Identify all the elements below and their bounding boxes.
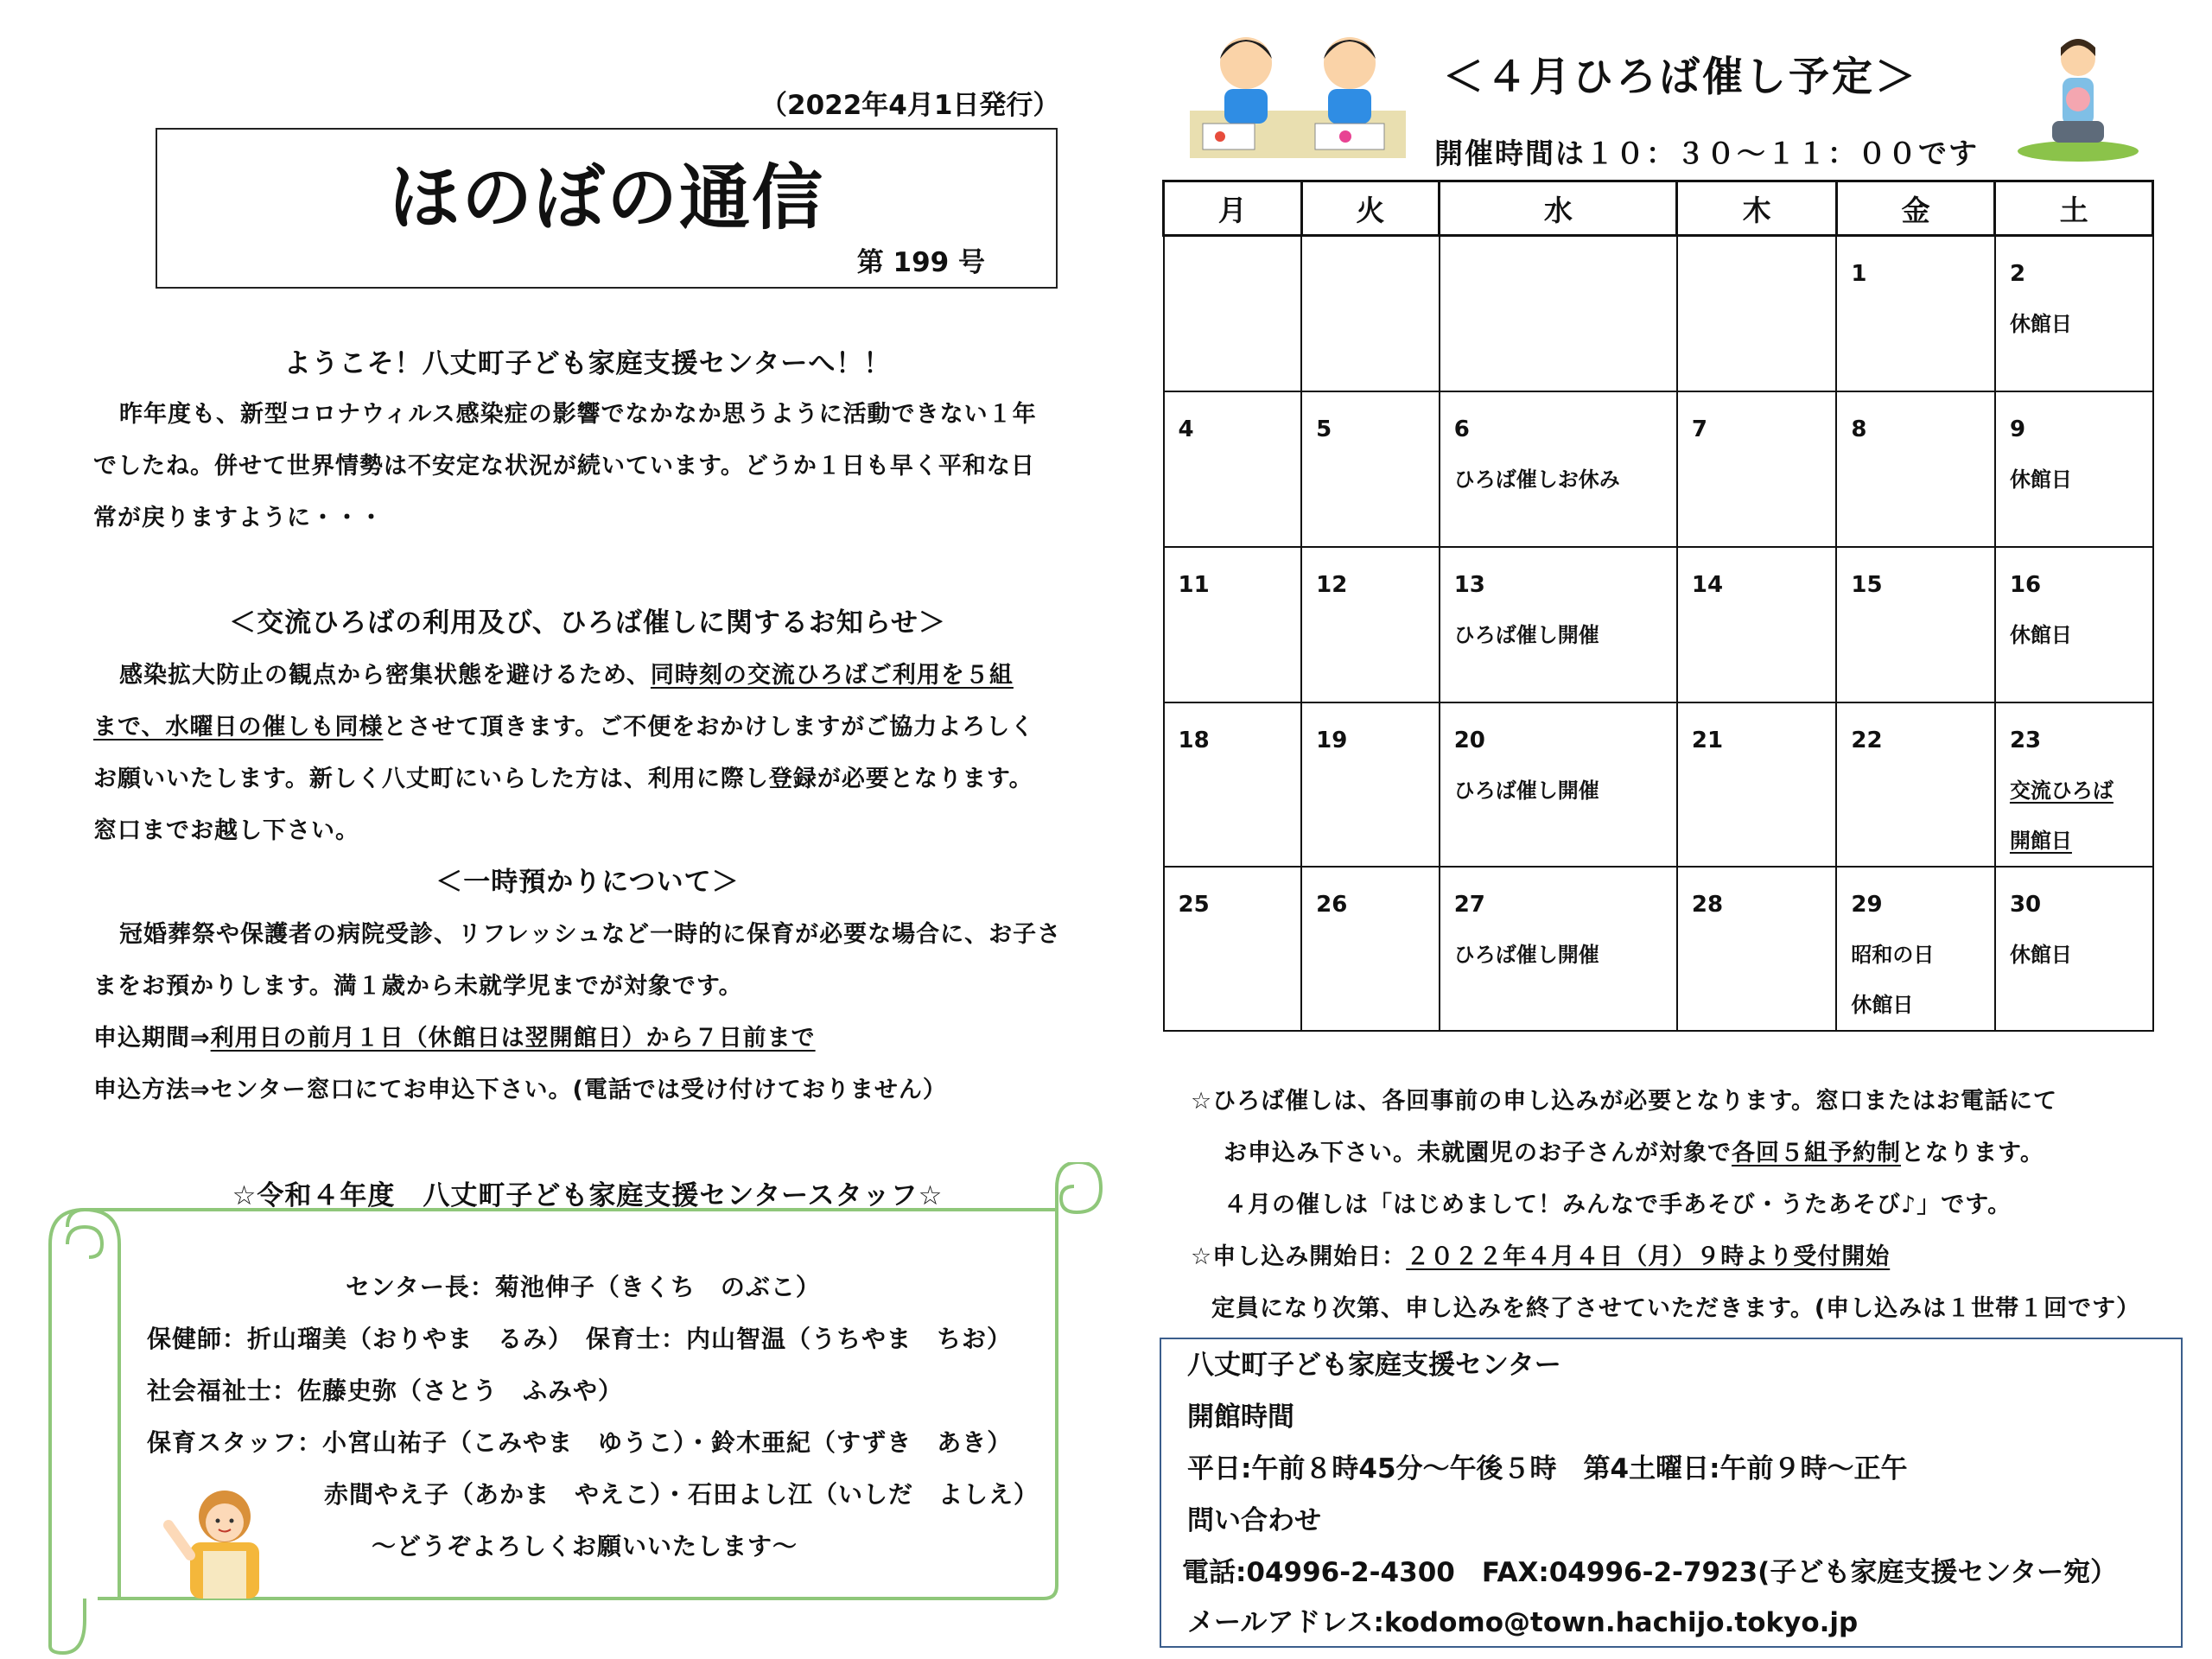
calendar-week-row: [1164, 391, 2153, 547]
day-number: 23: [2009, 728, 2042, 753]
day-number: 12: [1316, 572, 1348, 598]
childcare-text: [93, 909, 1130, 1116]
day-number: 14: [1691, 572, 1724, 598]
event-note-highlight: 各回５組予約制: [1732, 1140, 1901, 1166]
day-number: 4: [1178, 416, 1194, 442]
staff-director: センター長：菊池伸子（きくち のぶこ）: [346, 1273, 821, 1301]
phone-fax: 電話:04996-2-4300 FAX:04996-2-7923(子ども家庭支援センター宛）: [1182, 1557, 2118, 1588]
period-label: 申込期間⇒: [93, 1025, 211, 1052]
calendar-day-cell: [1301, 391, 1440, 547]
day-number: 1: [1851, 261, 1867, 287]
day-event-note: ひろば催し開催: [1453, 779, 1599, 803]
notice-heading: ＜交流ひろばの利用及び、ひろば催しに関するお知らせ＞: [229, 607, 946, 639]
children-drawing-icon: [1185, 24, 1410, 162]
staff-care-2: 赤間やえ子（あかま やえこ）・石田よし江（いしだ よしえ）: [324, 1480, 1039, 1509]
title-box: [156, 128, 1058, 289]
calendar-day-cell: [1995, 702, 2153, 867]
calendar-day-cell: [1677, 391, 1837, 547]
notice-highlight: 同時刻の交流ひろばご利用を５組: [650, 662, 1014, 689]
issue-number: 第 199 号: [856, 247, 985, 278]
notice-line: お願いいたします。新しく八丈町にいらした方は、利用に際し登録が必要となります。: [93, 766, 1033, 792]
childcare-line: 冠婚葬祭や保護者の病院受診、リフレッシュなど一時的に保育が必要な場合に、お子さ: [119, 921, 1062, 948]
calendar-day-cell: [1677, 236, 1837, 392]
event-time-note: 開催時間は１０：３０～１１：００です: [1434, 137, 1979, 170]
calendar-day-cell: [1677, 867, 1837, 1031]
day-number: 20: [1453, 728, 1485, 753]
calendar-day-cell: [1440, 702, 1677, 867]
calendar-day-cell: [1440, 391, 1677, 547]
day-number: 25: [1178, 892, 1210, 918]
event-notes: [1191, 1076, 2210, 1335]
calendar-day-cell: [1440, 236, 1677, 392]
day-header: 金: [1836, 181, 1995, 236]
issue-date: （2022年4月1日発行）: [760, 90, 1060, 121]
event-note-text: となります。: [1901, 1140, 2044, 1166]
day-event-note: 昭和の日: [1851, 943, 1935, 967]
calendar-day-cell: [1677, 702, 1837, 867]
calendar-day-cell: [1440, 547, 1677, 702]
calendar-day-cell: [1164, 391, 1302, 547]
calendar-week-row: [1164, 702, 2153, 867]
day-event-note: 休館日: [2009, 467, 2072, 492]
day-event-note: 休館日: [2009, 623, 2072, 647]
notice-line: 窓口までお越し下さい。: [93, 817, 359, 844]
calendar-day-cell: [1836, 236, 1995, 392]
event-note-highlight: ２０２２年４月４日（月）９時より受付開始: [1406, 1243, 1891, 1270]
calendar-day-cell: [1164, 236, 1302, 392]
staff-social-worker: 社会福祉士：佐藤史弥（さとう ふみや）: [147, 1376, 624, 1405]
day-number: 7: [1691, 416, 1707, 442]
event-note-line: ４月の催しは「はじめまして！みんなで手あそび・うたあそび♪」です。: [1224, 1192, 2012, 1218]
calendar-day-cell: [1995, 547, 2153, 702]
welcome-text: [93, 389, 1104, 544]
calendar-week-row: [1164, 867, 2153, 1031]
period-value: 利用日の前月１日（休館日は翌開館日）から７日前まで: [210, 1025, 816, 1052]
calendar-week-row: [1164, 547, 2153, 702]
calendar-day-cell: [1836, 867, 1995, 1031]
calendar-day-cell: [1836, 391, 1995, 547]
day-event-note: 休館日: [1851, 993, 1914, 1017]
calendar-day-cell: [1995, 867, 2153, 1031]
calendar-day-cell: [1836, 547, 1995, 702]
staff-nurse: 保健師：折山瑠美（おりやま るみ） 保育士：内山智温（うちやま ちお）: [147, 1325, 1013, 1353]
day-number: 13: [1453, 572, 1485, 598]
staff-care-1: 保育スタッフ：小宮山祐子（こみやま ゆうこ）・鈴木亜紀（すずき あき）: [147, 1428, 1013, 1457]
calendar-day-cell: [1164, 702, 1302, 867]
calendar-day-cell: [1995, 391, 2153, 547]
welcome-heading: ようこそ！八丈町子ども家庭支援センターへ！！: [283, 348, 892, 379]
day-number: 16: [2009, 572, 2042, 598]
day-event-note: ひろば催し開催: [1453, 623, 1599, 647]
day-header: 月: [1164, 181, 1302, 236]
page-title: ほのぼの通信: [388, 157, 824, 239]
welcome-line: 常が戻りますように・・・: [93, 505, 384, 531]
calendar-day-cell: [1995, 236, 2153, 392]
email-address: メールアドレス:kodomo@town.hachijo.tokyo.jp: [1187, 1607, 1859, 1638]
calendar-day-cell: [1836, 702, 1995, 867]
day-number: 27: [1453, 892, 1485, 918]
day-header: 木: [1677, 181, 1837, 236]
notice-text-plain: とさせて頂きます。ご不便をおかけしますがご協力よろしく: [383, 714, 1035, 741]
day-number: 9: [2009, 416, 2026, 442]
contact-info-box: [1160, 1338, 2183, 1648]
contact-label: 問い合わせ: [1187, 1505, 1321, 1536]
calendar-week-row: [1164, 236, 2153, 392]
staff-illustration-icon: [156, 1469, 285, 1599]
day-event-note: 休館日: [2009, 943, 2072, 967]
childcare-line: まをお預かりします。満１歳から未就学児までが対象です。: [93, 973, 743, 1000]
day-number: 22: [1851, 728, 1883, 753]
staff-closing: ～どうぞよろしくお願いいたします～: [372, 1532, 798, 1560]
calendar-day-cell: [1301, 702, 1440, 867]
day-event-note: ひろば催しお休み: [1453, 467, 1620, 492]
day-number: 11: [1178, 572, 1210, 598]
day-event-note: 開館日: [2009, 829, 2072, 853]
day-number: 18: [1178, 728, 1210, 753]
day-event-note: ひろば催し開催: [1453, 943, 1599, 967]
notice-text: [93, 650, 1130, 857]
day-number: 29: [1851, 892, 1883, 918]
hours-value: 平日:午前８時45分～午後５時 第4土曜日:午前９時～正午: [1187, 1453, 1908, 1484]
calendar-header-row: [1164, 181, 2153, 236]
day-event-note: 休館日: [2009, 312, 2072, 336]
method-line: 申込方法⇒センター窓口にてお申込下さい。(電話では受け付けておりません）: [93, 1077, 947, 1103]
notice-highlight: まで、水曜日の催しも同様: [93, 714, 384, 741]
notice-text-plain: 感染拡大防止の観点から密集状態を避けるため、: [119, 662, 651, 689]
day-number: 30: [2009, 892, 2042, 918]
day-number: 19: [1316, 728, 1348, 753]
day-number: 8: [1851, 416, 1867, 442]
event-calendar: [1162, 180, 2154, 1032]
mother-baby-icon: [2009, 35, 2147, 164]
calendar-day-cell: [1164, 867, 1302, 1031]
calendar-day-cell: [1301, 867, 1440, 1031]
calendar-day-cell: [1301, 236, 1440, 392]
day-number: 6: [1453, 416, 1470, 442]
day-number: 28: [1691, 892, 1724, 918]
day-number: 26: [1316, 892, 1348, 918]
day-event-note: 交流ひろば: [2009, 779, 2113, 803]
day-number: 2: [2009, 261, 2026, 287]
calendar-day-cell: [1677, 547, 1837, 702]
day-header: 土: [1995, 181, 2153, 236]
event-note-line: ☆ひろば催しは、各回事前の申し込みが必要となります。窓口またはお電話にて: [1191, 1088, 2058, 1115]
calendar-day-cell: [1301, 547, 1440, 702]
day-header: 火: [1301, 181, 1440, 236]
event-note-text: ☆申し込み開始日：: [1191, 1243, 1407, 1270]
hours-label: 開館時間: [1187, 1402, 1294, 1433]
calendar-title: ＜４月ひろば催し予定＞: [1443, 54, 1918, 101]
welcome-line: でしたね。併せて世界情勢は不安定な状況が続いています。どうか１日も早く平和な日: [93, 453, 1035, 480]
day-header: 水: [1440, 181, 1677, 236]
day-number: 15: [1851, 572, 1883, 598]
event-note-text: お申込み下さい。未就園児のお子さんが対象で: [1224, 1140, 1732, 1166]
welcome-line: 昨年度も、新型コロナウィルス感染症の影響でなかなか思うように活動できない１年: [119, 401, 1037, 428]
calendar-day-cell: [1164, 547, 1302, 702]
staff-list: [147, 1262, 1097, 1573]
childcare-heading: ＜一時預かりについて＞: [435, 867, 740, 898]
calendar-day-cell: [1440, 867, 1677, 1031]
day-number: 5: [1316, 416, 1332, 442]
day-number: 21: [1691, 728, 1724, 753]
event-note-line: 定員になり次第、申し込みを終了させていただきます。(申し込みは１世帯１回です）: [1211, 1295, 2141, 1322]
staff-heading: ☆令和４年度 八丈町子ども家庭支援センタースタッフ☆: [232, 1180, 944, 1211]
center-name: 八丈町子ども家庭支援センター: [1187, 1350, 1561, 1381]
